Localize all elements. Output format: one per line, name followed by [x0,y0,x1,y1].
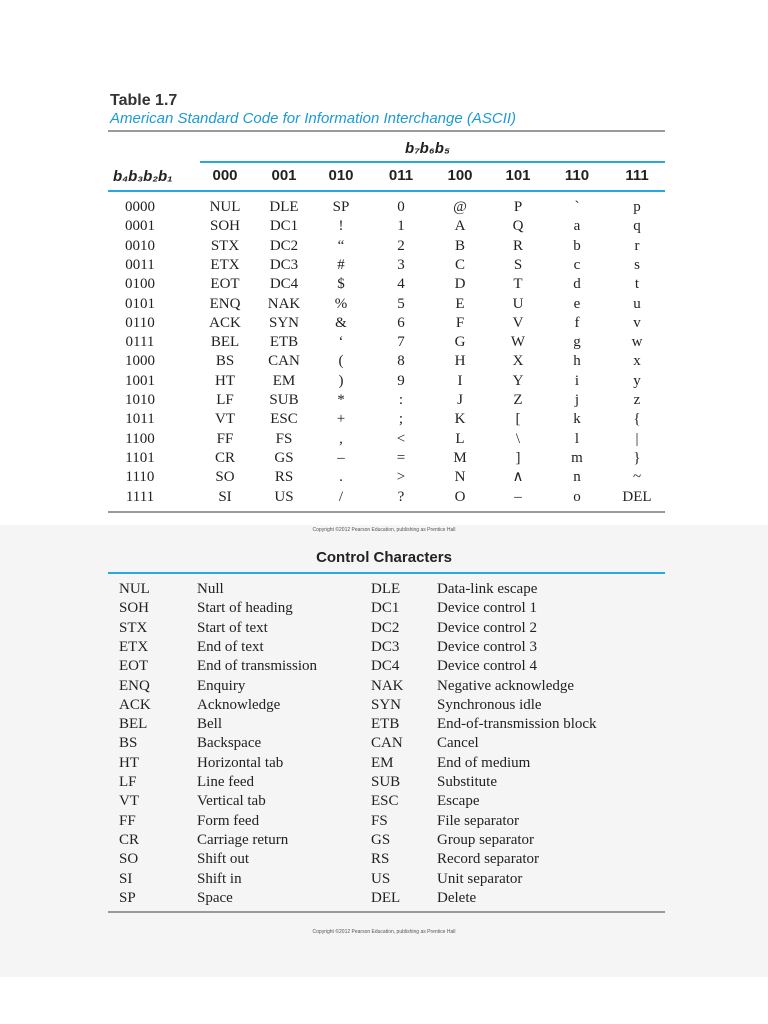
row-code: 0111 [125,334,155,351]
table-cell: C [454,256,465,273]
control-abbreviation: SUB [371,774,401,790]
header-rule [108,190,665,192]
table-cell: 2 [397,237,405,254]
control-description: Start of heading [197,600,293,617]
list-item [0,638,768,657]
row-code: 1011 [125,411,155,428]
column-header: 001 [271,167,297,184]
table-cell: B [454,237,465,254]
table-cell: F [455,314,465,331]
table-cell: P [513,199,523,215]
control-abbreviation: FF [119,812,136,829]
table-cell: NUL [209,199,241,215]
control-description: Acknowledge [197,696,281,713]
row-code: 0100 [125,276,155,293]
table-cell: – [337,449,345,466]
control-abbreviation: GS [371,831,391,848]
control-abbreviation: HT [119,754,139,771]
table-cell: FF [216,430,234,447]
table-cell: ~ [632,469,642,486]
control-characters-heading: Control Characters [316,549,452,566]
table-cell: SP [332,199,350,215]
table-cell: LF [216,392,234,408]
table-cell: BS [215,353,235,370]
list-item [0,734,768,753]
table-cell: > [396,469,406,486]
table-cell: A [454,218,466,235]
table-cell: f [574,314,580,331]
table-cell: FS [275,430,293,447]
table-cell: W [510,334,526,351]
table-cell: ETB [269,334,299,351]
control-description: End of text [197,638,264,655]
table-cell: DC1 [269,218,299,235]
control-description: Group separator [437,831,535,848]
table-cell: E [455,295,465,312]
control-description: Start of text [197,619,268,636]
table-cell: 7 [397,334,405,351]
control-description: Device control 4 [437,658,537,675]
table-cell: US [274,488,294,505]
table-cell: 8 [397,353,405,370]
list-item [0,792,768,811]
row-code: 0000 [125,199,155,215]
table-cell: ) [338,372,344,389]
list-item [0,773,768,792]
table-cell: = [396,449,406,466]
list-item [0,657,768,676]
control-abbreviation: FS [371,812,388,829]
control-abbreviation: US [371,870,391,887]
row-code: 1000 [125,353,155,370]
control-abbreviation: EM [371,754,394,771]
table-cell: X [512,353,524,370]
table-cell: BEL [210,334,240,351]
table-cell: ! [338,218,344,235]
control-abbreviation: SOH [119,600,150,617]
table-row [0,237,768,256]
row-code: 1110 [125,469,155,486]
row-code: 0001 [125,218,155,235]
control-description: Substitute [437,774,498,790]
table-cell: 4 [397,276,405,293]
control-abbreviation: NAK [371,677,404,694]
control-abbreviation: SI [119,870,133,887]
control-description: Device control 3 [437,638,537,655]
control-description: Backspace [197,735,262,752]
table-cell: a [573,218,581,235]
table-cell: SUB [269,392,299,408]
control-abbreviation: VT [119,793,139,810]
list-item [0,850,768,869]
table-title: American Standard Code for Information Interchange (ASCII) [110,110,517,127]
table-cell: DC4 [269,276,299,293]
table-cell: v [633,314,641,331]
table-cell: “ [337,237,345,254]
table-cell: Y [512,372,524,389]
control-abbreviation: CAN [371,735,403,752]
control-bottom-rule [108,911,665,913]
table-bottom-rule [108,511,665,513]
control-description: Carriage return [197,831,289,848]
table-cell: D [454,276,466,293]
table-cell: % [334,295,348,312]
table-row [0,430,768,449]
table-cell: ENQ [209,295,241,312]
title-rule [108,130,665,132]
table-cell: k [573,411,581,428]
control-description: Null [197,581,224,597]
table-cell: l [574,430,580,447]
control-abbreviation: ETX [119,638,149,655]
column-header: 110 [564,167,590,184]
table-cell: HT [215,372,235,389]
control-description: Data-link escape [437,581,538,597]
control-description: Unit separator [437,870,523,887]
table-cell: ‘ [338,334,344,351]
control-description: Shift in [197,870,242,887]
table-cell: h [573,353,581,370]
table-cell: N [454,469,466,486]
table-cell: & [335,314,347,331]
table-cell: # [337,256,345,273]
table-cell: EM [272,372,296,389]
table-cell: J [457,392,463,408]
table-cell: SO [215,469,235,486]
list-item [0,870,768,889]
table-cell: , [339,430,343,447]
table-cell: SI [218,488,232,505]
table-cell: : [398,392,404,408]
upper-bits-label: b₇b₆b₅ [405,140,450,157]
table-cell: s [634,256,640,273]
table-cell: ∧ [512,469,524,486]
column-header: 111 [625,167,649,184]
table-cell: m [571,449,583,466]
table-cell: g [573,334,581,351]
control-abbreviation: BS [119,735,138,752]
control-description: Negative acknowledge [437,677,575,694]
column-header: 101 [505,167,531,184]
table-cell: ESC [270,411,298,428]
table-cell: Q [512,218,524,235]
table-row [0,352,768,371]
table-cell: w [631,334,643,351]
table-cell: y [633,372,641,389]
table-row [0,449,768,468]
table-row [0,217,768,236]
table-cell: 0 [397,199,405,215]
table-cell: o [573,488,581,505]
control-abbreviation: RS [371,851,390,868]
row-code: 0110 [125,314,155,331]
table-cell: j [574,392,580,408]
table-cell: Z [513,392,523,408]
column-header: 000 [212,167,238,184]
row-code: 1111 [125,488,155,505]
table-cell: n [573,469,581,486]
control-description: Escape [437,793,480,810]
table-cell: r [634,237,640,254]
table-cell: u [633,295,641,312]
list-item [0,696,768,715]
control-description: File separator [437,812,520,829]
table-row [0,391,768,410]
control-abbreviation: ETB [371,716,400,733]
table-cell: T [513,276,523,293]
table-cell: b [573,237,581,254]
control-abbreviation: SO [119,851,139,868]
control-abbreviation: DEL [371,889,401,906]
table-row [0,333,768,352]
control-description: Horizontal tab [197,754,284,771]
table-cell: $ [337,276,345,293]
table-cell: U [512,295,524,312]
control-abbreviation: BEL [119,716,148,733]
table-row [0,372,768,391]
control-abbreviation: DC2 [371,619,400,636]
control-abbreviation: DC1 [371,600,400,617]
column-header: 011 [388,167,414,184]
table-cell: / [338,488,344,505]
table-cell: G [454,334,466,351]
list-item [0,889,768,908]
control-abbreviation: DC4 [371,658,400,675]
column-header: 010 [328,167,354,184]
table-cell: DC3 [269,256,299,273]
list-item [0,831,768,850]
table-cell: z [633,392,641,408]
control-description: End of medium [437,754,531,771]
table-row [0,468,768,487]
table-cell: d [573,276,581,293]
table-cell: NAK [267,295,301,312]
table-cell: ` [574,199,580,215]
lower-bits-label: b₄b₃b₂b₁ [113,168,173,185]
row-code: 0101 [125,295,155,312]
table-cell: SOH [209,218,240,235]
table-cell: K [454,411,466,428]
table-cell: ] [515,449,521,466]
table-cell: V [512,314,524,331]
control-description: Cancel [437,735,479,752]
control-abbreviation: DLE [371,581,401,597]
table-cell: ACK [209,314,241,331]
table-cell: 9 [397,372,405,389]
control-abbreviation: STX [119,619,148,636]
table-row [0,256,768,275]
control-description: Line feed [197,774,255,790]
table-cell: 6 [397,314,405,331]
row-code: 1101 [125,449,155,466]
table-cell: STX [210,237,240,254]
table-cell: c [573,256,581,273]
table-cell: 5 [397,295,405,312]
copyright-note: Copyright ©2012 Pearson Education, publishing as Prentice Hall [312,527,456,533]
control-abbreviation: ESC [371,793,399,810]
table-cell: R [512,237,523,254]
control-abbreviation: DC3 [371,638,400,655]
list-item [0,715,768,734]
table-cell: RS [274,469,294,486]
table-row [0,295,768,314]
table-row [0,488,768,507]
table-row [0,275,768,294]
table-cell: i [574,372,580,389]
table-cell: – [514,488,522,505]
table-cell: ? [397,488,405,505]
control-description: Bell [197,716,222,733]
table-row [0,410,768,429]
table-cell: + [336,411,346,428]
control-description: Device control 2 [437,619,537,636]
column-group-rule [200,161,665,163]
control-description: Delete [437,889,477,906]
table-cell: ; [398,411,404,428]
list-item [0,677,768,696]
table-cell: VT [215,411,235,428]
row-code: 1100 [125,430,155,447]
table-cell: ( [338,353,344,370]
control-description: Device control 1 [437,600,537,617]
table-cell: H [454,353,466,370]
table-cell: . [339,469,343,486]
table-cell: S [513,256,523,273]
table-cell: < [396,430,406,447]
control-description: Record separator [437,851,540,868]
control-abbreviation: ACK [119,696,151,713]
row-code: 0010 [125,237,155,254]
table-cell: I [457,372,463,389]
table-cell: 3 [397,256,405,273]
table-cell: \ [515,430,521,447]
table-cell: | [635,430,639,447]
table-cell: DC2 [269,237,299,254]
table-cell: t [634,276,640,293]
table-cell: L [455,430,465,447]
table-cell: DEL [622,488,652,505]
table-cell: O [454,488,466,505]
list-item [0,580,768,599]
control-description: End of transmission [197,658,317,675]
list-item [0,812,768,831]
table-cell: @ [453,199,467,215]
control-description: Enquiry [197,677,246,694]
control-abbreviation: SYN [371,696,402,713]
row-code: 1001 [125,372,155,389]
table-cell: x [633,353,641,370]
table-cell: DLE [269,199,299,215]
copyright-note-bottom: Copyright ©2012 Pearson Education, publishing as Prentice Hall [312,929,456,935]
control-description: End-of-transmission block [437,716,597,733]
table-cell: 1 [397,218,405,235]
table-cell: M [453,449,467,466]
table-cell: p [633,199,641,215]
table-number: Table 1.7 [110,92,178,109]
table-cell: q [633,218,641,235]
column-header: 100 [447,167,473,184]
table-cell: CAN [268,353,300,370]
control-description: Vertical tab [197,793,266,810]
control-description: Space [197,889,233,906]
table-cell: { [633,411,641,428]
table-cell: * [337,392,345,408]
table-cell: GS [274,449,294,466]
control-abbreviation: EOT [119,658,149,675]
list-item [0,619,768,638]
control-abbreviation: ENQ [119,677,150,694]
list-item [0,599,768,618]
table-cell: SYN [268,314,299,331]
control-abbreviation: LF [119,774,137,790]
table-cell: [ [515,411,521,428]
table-row [0,314,768,333]
control-abbreviation: CR [119,831,140,848]
table-cell: } [633,449,641,466]
control-description: Form feed [197,812,260,829]
table-cell: ETX [210,256,240,273]
control-heading-rule [108,572,665,574]
control-description: Shift out [197,851,250,868]
list-item [0,754,768,773]
table-cell: CR [214,449,235,466]
control-abbreviation: NUL [119,581,150,597]
table-cell: EOT [210,276,240,293]
row-code: 0011 [125,256,155,273]
control-description: Synchronous idle [437,696,542,713]
row-code: 1010 [125,392,155,408]
table-row [0,198,768,217]
control-abbreviation: SP [119,889,136,906]
table-cell: e [573,295,581,312]
